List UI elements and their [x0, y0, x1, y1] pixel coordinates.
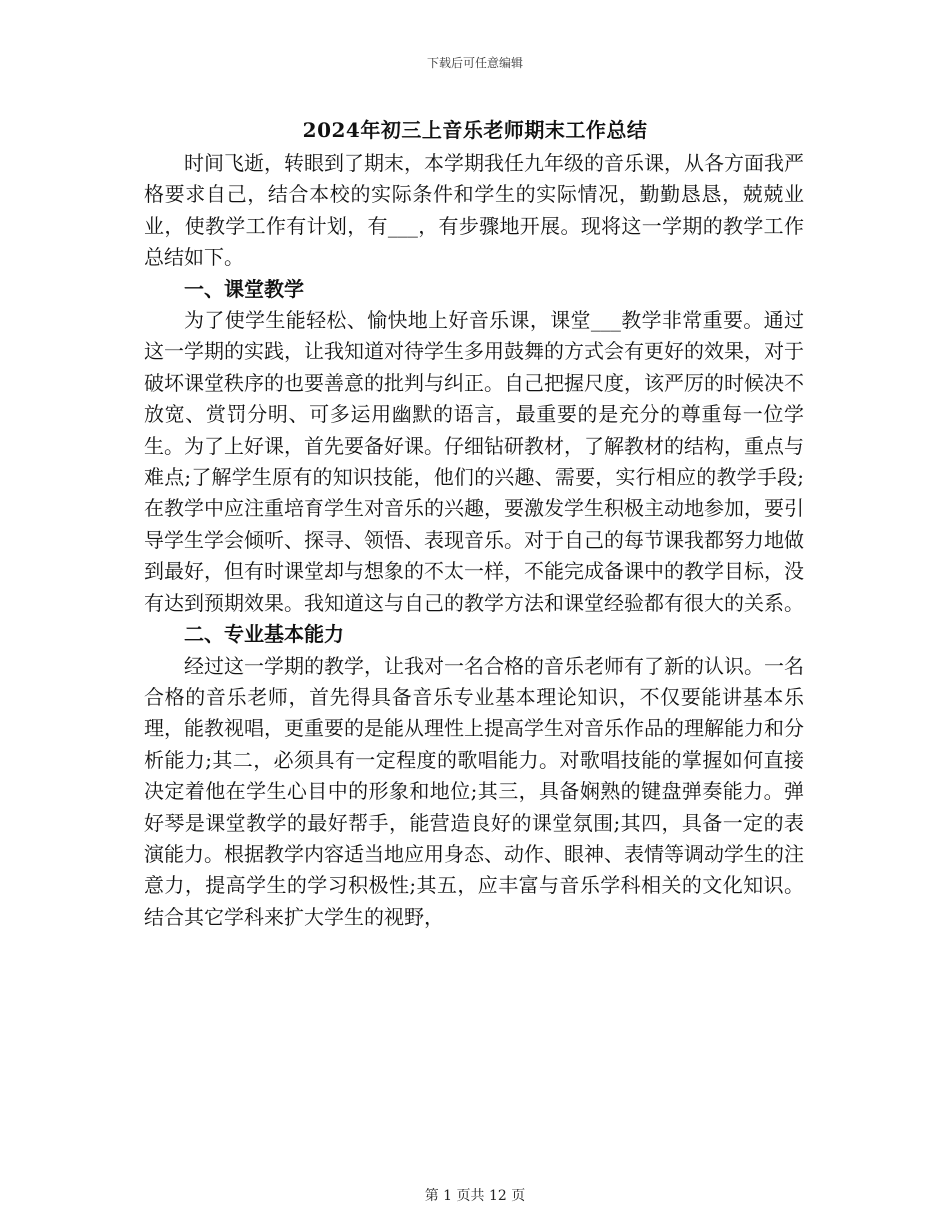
section-heading-professional-ability: 二、专业基本能力: [184, 622, 344, 647]
document-body: [144, 148, 804, 933]
intro-paragraph: 时间飞逝，转眼到了期末，本学期我任九年级的音乐课，从各方面我严格要求自己，结合本校的实际条件和学生的实际情况，勤勤恳恳，兢兢业业，使教学工作有计划，有___，有步骤地开展。现将这一学期的教学工作总结如下。: [144, 151, 804, 270]
section-paragraph-classroom-teaching: 为了使学生能轻松、愉快地上好音乐课，课堂___教学非常重要。通过这一学期的实践，让我知道对待学生多用鼓舞的方式会有更好的效果，对于破坏课堂秩序的也要善意的批判与纠正。自己把握尺度，该严厉的时候决不放宽、赏罚分明、可多运用幽默的语言，最重要的是充分的尊重每一位学生。为了上好课，首先要备好课。仔细钻研教材，了解教材的结构，重点与难点;了解学生原有的知识技能，他们的兴趣、需要，实行相应的教学手段;在教学中应注重培育学生对音乐的兴趣，要激发学生积极主动地参加，要引导学生学会倾听、探寻、领悟、表现音乐。对于自己的每节课我都努力地做到最好，但有时课堂却与想象的不太一样，不能完成备课中的教学目标，没有达到预期效果。我知道这与自己的教学方法和课堂经验都有很大的关系。: [144, 308, 804, 615]
document-title: 2024年初三上音乐老师期末工作总结: [302, 118, 648, 142]
page-number: 第 1 页共 12 页: [424, 1188, 526, 1204]
download-note: 下载后可任意编辑: [426, 56, 523, 70]
section-paragraph-professional-ability: 经过这一学期的教学，让我对一名合格的音乐老师有了新的认识。一名合格的音乐老师，首先得具备音乐专业基本理论知识，不仅要能讲基本乐理，能教视唱，更重要的是能从理性上提高学生对音乐作品的理解能力和分析能力;其二，必须具有一定程度的歌唱能力。对歌唱技能的掌握如何直接决定着他在学生心目中的形象和地位;其三，具备娴熟的键盘弹奏能力。弹好琴是课堂教学的最好帮手，能营造良好的课堂氛围;其四，具备一定的表演能力。根据教学内容适当地应用身态、动作、眼神、表情等调动学生的注意力，提高学生的学习积极性;其五，应丰富与音乐学科相关的文化知识。结合其它学科来扩大学生的视野，: [144, 653, 804, 929]
section-heading-classroom-teaching: 一、课堂教学: [184, 276, 304, 301]
